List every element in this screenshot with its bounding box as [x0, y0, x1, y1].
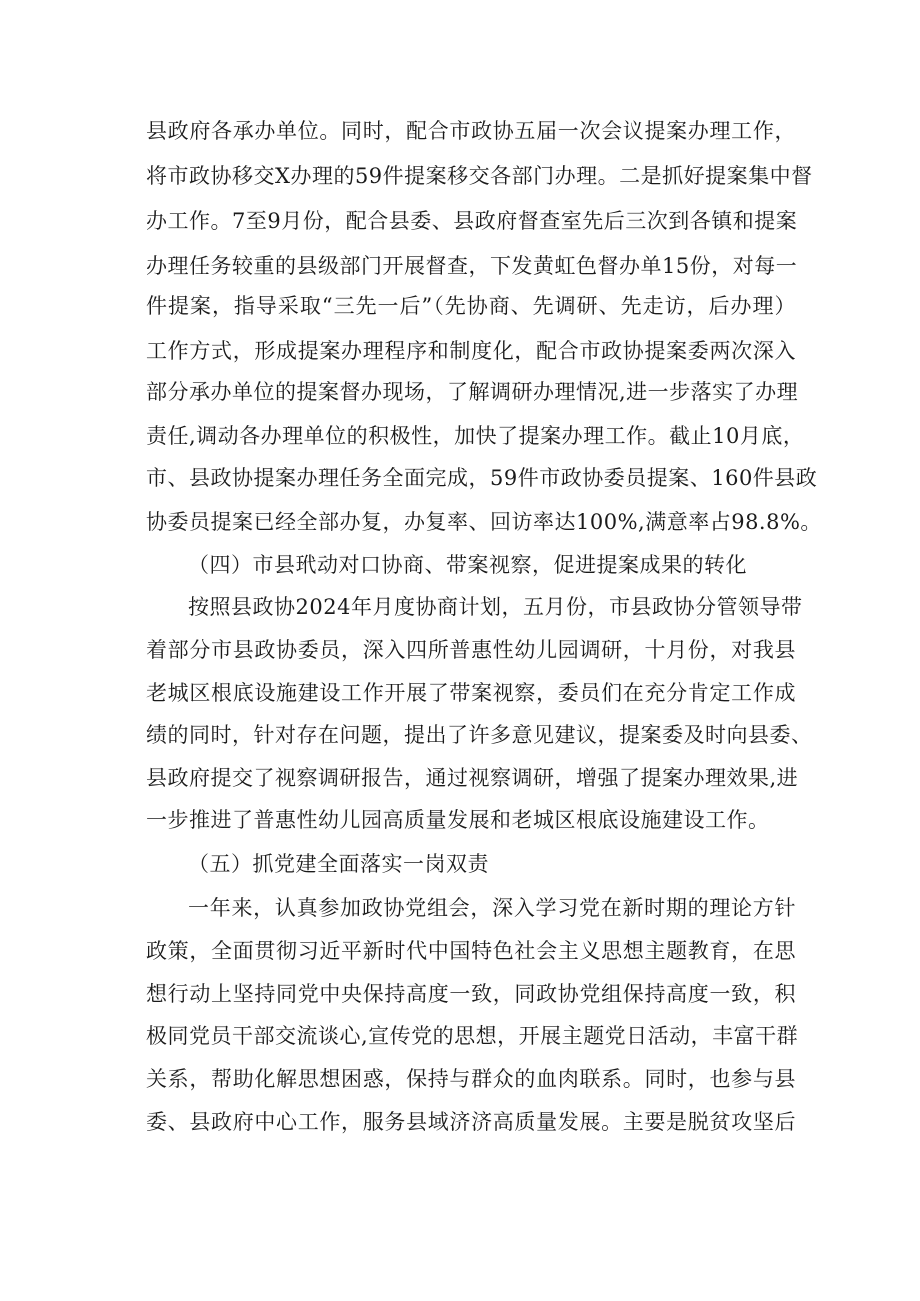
- section-heading-5: （五）抓党建全面落实一岗双责: [188, 852, 489, 876]
- paragraph-line: 绩的同时，针对存在问题，提出了许多意见建议，提案委及时向县委、: [146, 723, 813, 747]
- paragraph-line: 政策，全面贯彻习近平新时代中国特色社会主义思想主题教育，在思: [146, 939, 796, 963]
- paragraph-line: 一年来，认真参加政协党组会，深入学习党在新时期的理论方针: [188, 896, 796, 920]
- paragraph-line: 着部分市县政协委员，深入四所普惠性幼儿园调研，十月份，对我县: [146, 638, 796, 662]
- paragraph-line: 极同党员干部交流谈心,宣传党的思想，开展主题党日活动，丰富干群: [146, 1024, 799, 1048]
- paragraph-line: 件提案，指导采取“三先一后”（先协商、先调研、先走访，后办理）: [146, 294, 796, 318]
- paragraph-line: 关系，帮助化解思想困惑，保持与群众的血肉联系。同时，也参与县: [146, 1067, 796, 1091]
- paragraph-line: 部分承办单位的提案督办现场，了解调研办理情况,进一步落实了办理: [146, 380, 799, 404]
- paragraph-line: 责任,调动各办理单位的积极性，加快了提案办理工作。截止10月底，: [146, 424, 805, 448]
- paragraph-line: 工作方式，形成提案办理程序和制度化，配合市政协提案委两次深入: [146, 339, 796, 363]
- section-heading-4: （四）市县玳动对口协商、带案视察，促进提案成果的转化: [188, 553, 747, 577]
- paragraph-line: 老城区根底设施建设工作开展了带案视察，委员们在充分肯定工作成: [146, 681, 796, 705]
- paragraph-line: 委、县政府中心工作，服务县域济济高质量发展。主要是脱贫攻坚后: [146, 1110, 796, 1134]
- paragraph-line: 按照县政协2024年月度协商计划，五月份，市县政协分管领导带: [188, 595, 803, 619]
- paragraph-line: 协委员提案已经全部办复，办复率、回访率达100%,满意率占98.8%。: [146, 510, 822, 534]
- paragraph-line: 县政府各承办单位。同时，配合市政协五届一次会议提案办理工作，: [146, 119, 796, 143]
- paragraph-line: 将市政协移交X办理的59件提案移交各部门办理。二是抓好提案集中督: [146, 164, 813, 188]
- paragraph-line: 想行动上坚持同党中央保持高度一致，同政协党组保持高度一致，积: [146, 982, 796, 1006]
- paragraph-line: 市、县政协提案办理任务全面完成，59件市政协委员提案、160件县政: [146, 466, 818, 490]
- paragraph-line: 县政府提交了视察调研报告，通过视察调研，增强了提案办理效果,进: [146, 766, 799, 790]
- paragraph-line: 办工作。7至9月份，配合县委、县政府督查室先后三次到各镇和提案: [146, 209, 798, 233]
- paragraph-line: 办理任务较重的县级部门开展督查，下发黄虹色督办单15份，对每一: [146, 254, 798, 278]
- paragraph-line: 一步推进了普惠性幼儿园高质量发展和老城区根底设施建设工作。: [146, 808, 770, 832]
